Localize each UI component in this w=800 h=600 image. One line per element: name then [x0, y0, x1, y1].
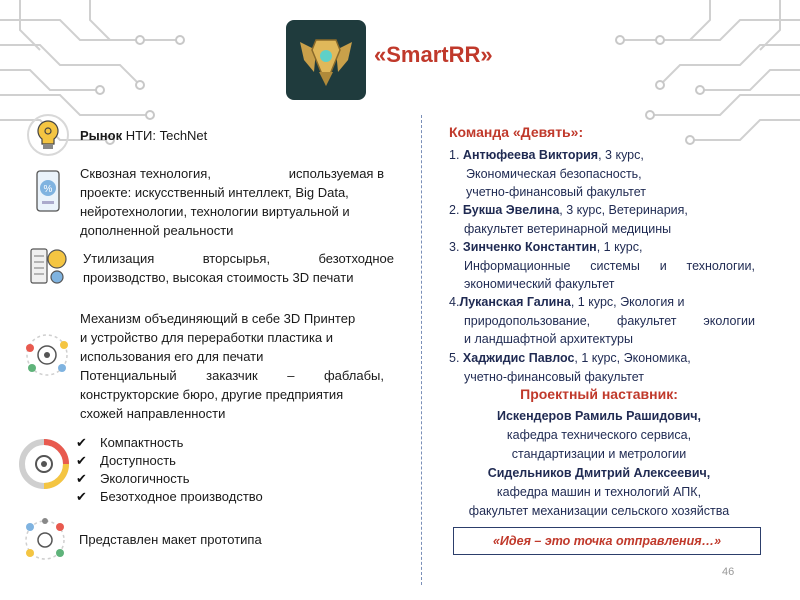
mentor-name: Сидельников Дмитрий Алексеевич, [487, 466, 711, 480]
technology-label: Сквозная технология, [80, 166, 211, 181]
benefit-item: ✔ Компактность [76, 435, 184, 450]
technology-label-2: используемая в [288, 166, 384, 181]
team-member: 2. Букша Эвелина, 3 курс, Ветеринария, факультет ветеринарной медицины [449, 203, 688, 236]
team-member: 4.Луканская Галина, 1 курс, Экология и природопользование, факультет экологии и ландшафтной архитектуры [449, 295, 755, 346]
market-line [80, 126, 207, 145]
mechanism-block [80, 309, 384, 423]
market-value: НТИ: TechNet [122, 128, 208, 143]
member-name: Букша Эвелина [462, 203, 560, 217]
recycling-block [83, 249, 394, 287]
mentor-line: кафедра технического сервиса, [506, 428, 692, 442]
team-member: 5. Хаджидис Павлос, 1 курс, Экономика, учетно-финансовый факультет [449, 351, 691, 384]
column-divider [421, 115, 422, 585]
mentor-line: кафедра машин и технологий АПК, [496, 485, 702, 499]
customer-line: конструкторские бюро, другие предприятия [80, 387, 344, 402]
team-member: 1. Антюфеева Виктория, 3 курс, Экономическая безопасность, учетно-финансовый факультет [449, 148, 646, 199]
member-name: Хаджидис Павлос [462, 351, 575, 365]
benefit-item: ✔ Безотходное производство [76, 489, 263, 504]
gear-network-icon [22, 330, 68, 376]
lightbulb-gear-icon [25, 112, 71, 158]
prototype-text: Представлен макет прототипа [79, 532, 262, 547]
mentor-name: Искендеров Рамиль Рашидович, [496, 409, 702, 423]
technology-line: проекте: искусственный интеллект, Big Data, [80, 185, 349, 200]
member-name: Антюфеева Виктория [462, 148, 599, 162]
team-heading: Команда «Девять»: [449, 124, 584, 140]
mechanism-line: и устройство для переработки пластика и [80, 330, 334, 345]
project-logo [286, 20, 366, 100]
mentor-block [431, 407, 767, 521]
recycling-line: производство, высокая стоимость 3D печати [83, 270, 354, 285]
recycling-first-line [83, 249, 394, 268]
recycling-word: Утилизация [83, 251, 155, 266]
customer-word: заказчик [206, 368, 258, 383]
mechanism-line: Механизм объединяющий в себе 3D Принтер [80, 311, 356, 326]
smartphone-percent-icon [25, 168, 71, 214]
mechanism-line: использования его для печати [80, 349, 264, 364]
checkmark-icon: ✔ [76, 471, 87, 486]
customer-first-line [80, 366, 384, 385]
team-member: 3. Зинченко Константин, 1 курс, Информационные системы и технологии, экономический факультет [449, 240, 755, 291]
checkmark-icon: ✔ [76, 489, 87, 504]
quote-box: «Идея – это точка отправления…» [453, 527, 761, 555]
process-network-icon [20, 515, 66, 561]
customer-word: Потенциальный [80, 368, 177, 383]
benefits-list [76, 434, 263, 506]
page-number: 46 [722, 566, 735, 578]
circuit-decoration-right [600, 0, 800, 170]
member-name: Зинченко Константин [462, 240, 597, 254]
member-name: Луканская Галина [459, 295, 571, 309]
checkmark-icon: ✔ [76, 453, 87, 468]
mentor-heading: Проектный наставник: [520, 386, 678, 402]
benefit-item: ✔ Экологичность [76, 471, 190, 486]
technology-block [80, 164, 384, 240]
mentor-line: стандартизации и метрологии [511, 447, 687, 461]
recycling-word: безотходное [318, 251, 394, 266]
market-label: Рынок [80, 128, 123, 143]
technology-line: нейротехнологии, технологии виртуальной и [80, 204, 350, 219]
customer-word: фаблабы, [323, 368, 384, 383]
benefit-item: ✔ Доступность [76, 453, 176, 468]
customer-word: – [287, 368, 295, 383]
checkmark-icon: ✔ [76, 435, 87, 450]
mentor-line: факультет механизации сельского хозяйства [468, 504, 730, 518]
technology-first-line [80, 164, 384, 183]
brain-settings-icon [25, 243, 71, 289]
technology-line: дополненной реальности [80, 223, 234, 238]
recycling-word: вторсырья, [202, 251, 271, 266]
page-title: «SmartRR» [374, 42, 493, 67]
wing-shield-icon [286, 20, 366, 100]
customer-line: схожей направленности [80, 406, 226, 421]
gear-cycle-icon [18, 438, 64, 484]
svg-text:%: % [43, 184, 53, 195]
